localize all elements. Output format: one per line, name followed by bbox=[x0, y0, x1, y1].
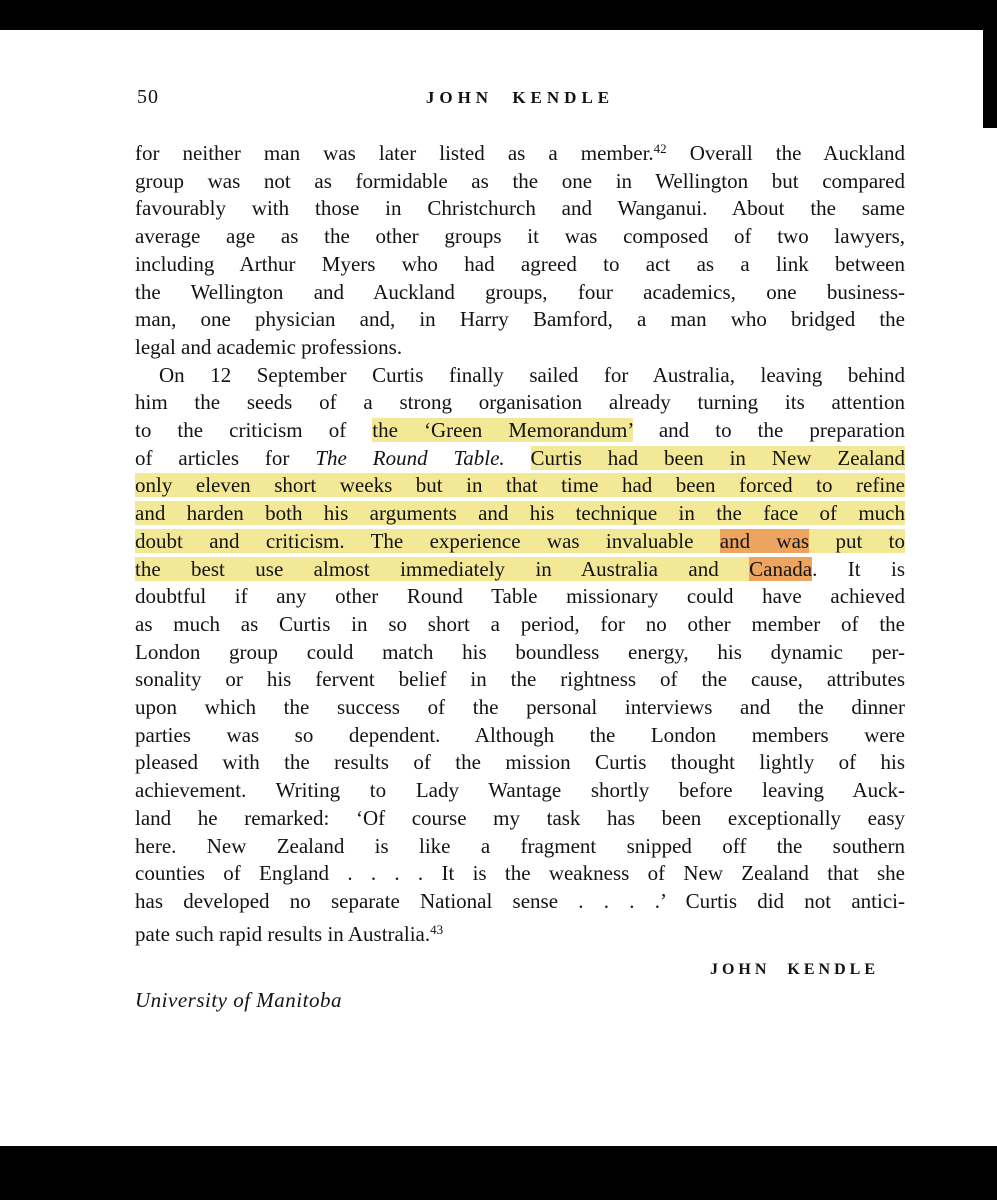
highlight-yellow: Curtis had been in New Zealand bbox=[530, 445, 905, 470]
text-segment: London group could match his boundless energy, his dynamic per- bbox=[135, 639, 905, 664]
text-segment: land he remarked: ‘Of course my task has been exceptionally easy bbox=[135, 805, 905, 830]
text-segment bbox=[505, 446, 531, 470]
page-header bbox=[135, 86, 905, 112]
text-line bbox=[135, 666, 905, 694]
running-head: JOHN KENDLE bbox=[425, 88, 615, 107]
body-text bbox=[135, 135, 905, 948]
author-affiliation: University of Manitoba bbox=[135, 988, 342, 1013]
text-line bbox=[135, 472, 905, 500]
text-line bbox=[135, 251, 905, 279]
text-line bbox=[135, 916, 905, 949]
text-line bbox=[135, 777, 905, 805]
text-line bbox=[135, 445, 905, 473]
text-segment: average age as the other groups it was composed of two lawyers, bbox=[135, 224, 905, 249]
text-line bbox=[135, 135, 905, 168]
page-content bbox=[135, 86, 905, 1013]
page-number: 50 bbox=[137, 86, 159, 108]
text-segment: achievement. Writing to Lady Wantage shortly before leaving Auck- bbox=[135, 778, 905, 803]
text-segment: group was not as formidable as the one in Wellington but compared bbox=[135, 168, 905, 193]
scan-border-right bbox=[983, 0, 997, 128]
text-segment: counties of England . . . . It is the weakness of New Zealand that she bbox=[135, 861, 905, 886]
italic-text: The Round Table. bbox=[315, 445, 505, 470]
scan-border-bottom bbox=[0, 1146, 997, 1200]
text-segment: has developed no separate National sense . . . .’ Curtis did not antici- bbox=[135, 888, 905, 913]
text-line bbox=[135, 306, 905, 334]
text-segment: here. New Zealand is like a fragment snipped off the southern bbox=[135, 833, 905, 858]
text-line bbox=[135, 389, 905, 417]
text-segment: pleased with the results of the mission Curtis thought lightly of his bbox=[135, 750, 905, 775]
text-segment: to the criticism of bbox=[135, 418, 373, 443]
text-segment: parties was so dependent. Although the London members were bbox=[135, 722, 905, 747]
text-line bbox=[135, 195, 905, 223]
highlight-yellow: only eleven short weeks but in that time had been forced to refine bbox=[135, 473, 905, 498]
text-segment: sonality or his fervent belief in the rightness of the cause, attributes bbox=[135, 667, 905, 692]
text-segment: including Arthur Myers who had agreed to act as a link between bbox=[135, 251, 905, 276]
text-line bbox=[135, 362, 905, 390]
text-segment: for neither man was later listed as a member. bbox=[135, 141, 654, 165]
text-line bbox=[135, 694, 905, 722]
highlight-yellow: put to bbox=[809, 528, 905, 553]
text-line bbox=[135, 417, 905, 445]
text-segment: of articles for bbox=[135, 445, 316, 470]
text-segment: and to the preparation bbox=[632, 418, 906, 443]
text-segment: Overall the Auckland bbox=[666, 141, 905, 165]
footnote-reference: 42 bbox=[653, 141, 667, 156]
highlight-orange: Canada bbox=[749, 556, 813, 581]
author-signature: JOHN KENDLE bbox=[709, 961, 879, 979]
text-segment: pate such rapid results in Australia. bbox=[135, 921, 431, 946]
text-line bbox=[135, 722, 905, 750]
text-line bbox=[135, 556, 905, 584]
highlight-yellow: the ‘Green Memorandum’ bbox=[372, 418, 633, 443]
text-line bbox=[135, 500, 905, 528]
text-line bbox=[135, 805, 905, 833]
text-segment: doubtful if any other Round Table missionary could have achieved bbox=[135, 584, 905, 609]
text-line bbox=[135, 583, 905, 611]
text-segment: favourably with those in Christchurch and Wanganui. About the same bbox=[135, 196, 905, 221]
text-segment: . It is bbox=[812, 556, 905, 581]
text-line bbox=[135, 833, 905, 861]
text-line bbox=[135, 749, 905, 777]
text-segment: On 12 September Curtis finally sailed for Australia, leaving behind bbox=[159, 362, 905, 387]
text-segment: legal and academic professions. bbox=[135, 334, 403, 359]
text-line bbox=[135, 223, 905, 251]
text-line bbox=[135, 888, 905, 916]
text-segment: man, one physician and, in Harry Bamford, a man who bridged the bbox=[135, 307, 905, 332]
scan-border-top bbox=[0, 0, 997, 30]
text-segment: him the seeds of a strong organisation already turning its attention bbox=[135, 390, 905, 415]
highlight-yellow: and harden both his arguments and his technique in the face of much bbox=[135, 501, 905, 526]
highlight-yellow: doubt and criticism. The experience was invaluable bbox=[135, 528, 720, 553]
text-line bbox=[135, 639, 905, 667]
text-segment: as much as Curtis in so short a period, for no other member of the bbox=[135, 611, 905, 636]
highlight-yellow: the best use almost immediately in Australia and bbox=[135, 556, 750, 581]
text-line bbox=[135, 860, 905, 888]
text-line bbox=[135, 168, 905, 196]
text-line bbox=[135, 611, 905, 639]
highlight-orange: and was bbox=[719, 528, 810, 553]
text-line bbox=[135, 279, 905, 307]
text-segment: upon which the success of the personal interviews and the dinner bbox=[135, 695, 905, 720]
text-segment: the Wellington and Auckland groups, four academics, one business- bbox=[135, 279, 905, 304]
text-line bbox=[135, 334, 905, 362]
text-line bbox=[135, 528, 905, 556]
footnote-reference: 43 bbox=[430, 921, 444, 937]
